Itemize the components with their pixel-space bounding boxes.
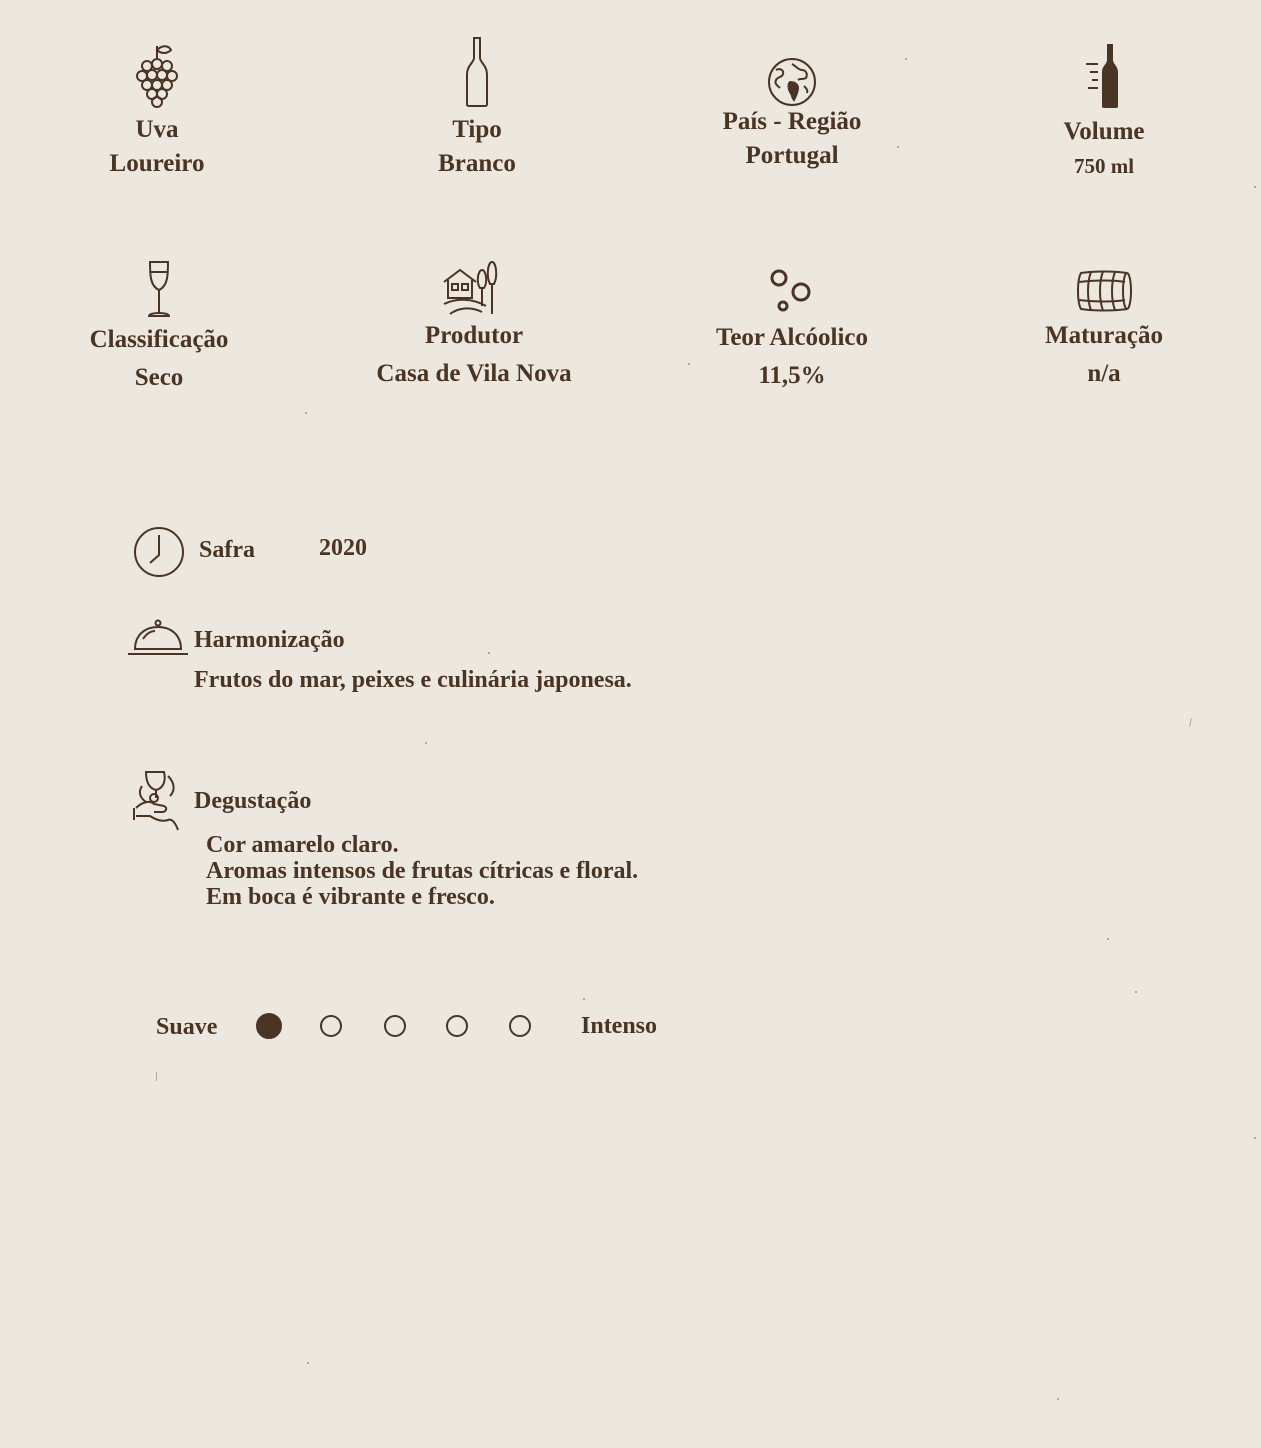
spec-maturacao xyxy=(974,270,1234,391)
degustacao-label: Degustação xyxy=(194,788,312,814)
intensity-dot xyxy=(384,1015,406,1037)
degustacao-line: Aromas intensos de frutas cítricas e floral. xyxy=(206,858,639,884)
grapes-icon xyxy=(27,42,287,113)
safra-label: Safra xyxy=(199,537,255,563)
spec-tipo xyxy=(347,36,607,181)
spec-classificacao-label: Classificação xyxy=(89,326,229,353)
degustacao-line: Cor amarelo claro. xyxy=(206,832,399,858)
winery-icon xyxy=(344,258,604,321)
intensity-dot xyxy=(446,1015,468,1037)
wine-glass-icon xyxy=(29,260,289,323)
spec-volume xyxy=(974,42,1234,183)
bottle-outline-icon xyxy=(347,36,607,113)
spec-tipo-value: Branco xyxy=(438,150,516,177)
spec-produtor-value: Casa de Vila Nova xyxy=(376,360,572,387)
spec-tipo-label: Tipo xyxy=(452,116,502,143)
spec-uva xyxy=(27,42,287,181)
barrel-icon xyxy=(974,270,1234,317)
bottle-filled-icon xyxy=(974,42,1234,115)
tasting-hand-icon xyxy=(132,768,182,841)
cloche-icon xyxy=(127,619,189,662)
spec-classificacao xyxy=(29,260,289,395)
safra-value: 2020 xyxy=(319,535,367,561)
degustacao-line: Em boca é vibrante e fresco. xyxy=(206,884,495,910)
clock-icon xyxy=(132,525,186,584)
intensity-dot xyxy=(509,1015,531,1037)
spec-maturacao-value: n/a xyxy=(1087,360,1121,387)
spec-maturacao-label: Maturação xyxy=(1044,322,1164,349)
bubbles-icon xyxy=(662,266,922,319)
spec-pais-label: País - Região xyxy=(722,108,862,135)
spec-pais-value: Portugal xyxy=(745,142,839,169)
intensity-max-label: Intenso xyxy=(581,1013,658,1039)
spec-teor-label: Teor Alcóolico xyxy=(715,324,869,351)
spec-volume-value: 750 ml xyxy=(1073,154,1135,178)
spec-produtor xyxy=(344,258,604,391)
spec-pais xyxy=(662,56,922,173)
intensity-min-label: Suave xyxy=(156,1014,218,1040)
intensity-dot xyxy=(320,1015,342,1037)
spec-volume-label: Volume xyxy=(1063,118,1145,145)
intensity-dot xyxy=(256,1013,282,1039)
spec-uva-label: Uva xyxy=(135,116,179,143)
harmonizacao-text: Frutos do mar, peixes e culinária japonesa. xyxy=(194,667,632,693)
spec-teor xyxy=(662,266,922,393)
spec-teor-value: 11,5% xyxy=(758,362,826,389)
spec-uva-value: Loureiro xyxy=(109,150,205,177)
harmonizacao-label: Harmonização xyxy=(194,627,345,653)
degustacao-notes xyxy=(206,832,638,910)
spec-produtor-label: Produtor xyxy=(424,322,524,349)
spec-classificacao-value: Seco xyxy=(134,364,184,391)
